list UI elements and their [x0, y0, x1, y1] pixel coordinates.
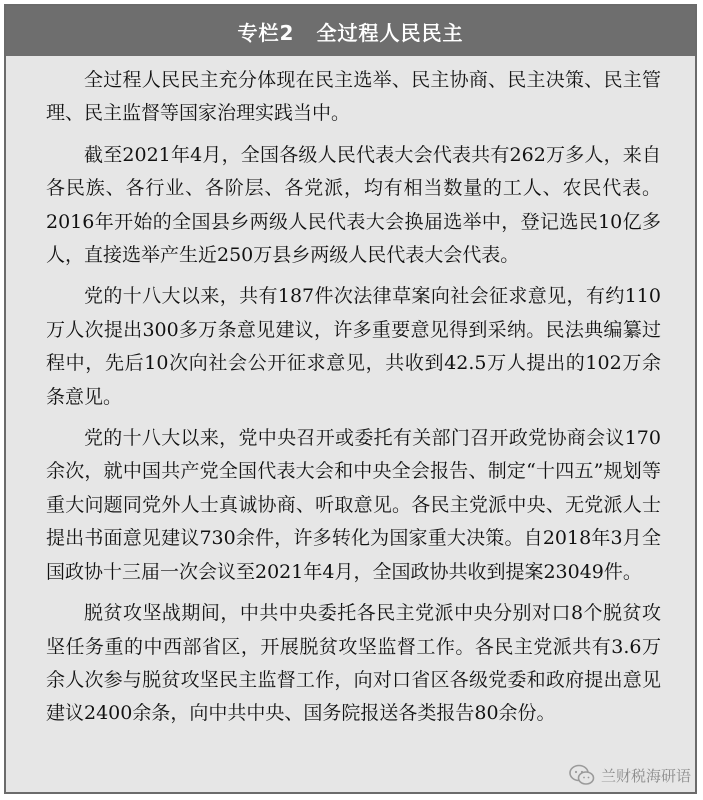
paragraph-poverty-supervision: 脱贫攻坚战期间，中共中央委托各民主党派中央分别对口8个脱贫攻坚任务重的中西部省区，开展脱贫攻坚监督工作。各民主党派共有3.6万余人次参与脱贫攻坚民主监督工作，向对口省区各级党委和政府提出意见建议2400余条，向中共中央、国务院报送各类报告80余份。: [46, 602, 661, 725]
column-number: 专栏2: [237, 20, 295, 45]
paragraph-democracy-overview: 全过程人民民主充分体现在民主选举、民主协商、民主决策、民主管理、民主监督等国家治理实践当中。: [46, 69, 661, 125]
paragraph-peoples-deputies: 截至2021年4月，全国各级人民代表大会代表共有262万多人，来自各民族、各行业、各阶层、各党派，均有相当数量的工人、农民代表。2016年开始的全国县乡两级人民代表大会换届选举中，登记选民10亿多人，直接选举产生近250万县乡两级人民代表大会代表。: [46, 143, 661, 267]
column-box: [4, 4, 697, 794]
watermark: [569, 764, 691, 786]
column-title: 全过程人民民主: [316, 20, 464, 45]
paragraph-legislation-consultation: 党的十八大以来，共有187件次法律草案向社会征求意见，有约110万人次提出300多万条意见建议，许多重要意见得到采纳。民法典编纂过程中，先后10次向社会公开征求意见，共收到42.5万人提出的102万余条意见。: [46, 285, 661, 408]
watermark-text: 兰财税海研语: [600, 766, 691, 785]
column-body: [46, 64, 661, 739]
column-title-bar: [6, 6, 695, 56]
wechat-icon: [569, 764, 595, 786]
paragraph-party-consultation: 党的十八大以来，党中央召开或委托有关部门召开政党协商会议170余次，就中国共产党全国代表大会和中央全会报告、制定“十四五”规划等重大问题同党外人士真诚协商、听取意见。各民主党派中央、无党派人士提出书面意见建议730余件，许多转化为国家重大决策。自2018年3月全国政协十三届一次会议至2021年4月，全国政协共收到提案23049件。: [46, 427, 661, 583]
